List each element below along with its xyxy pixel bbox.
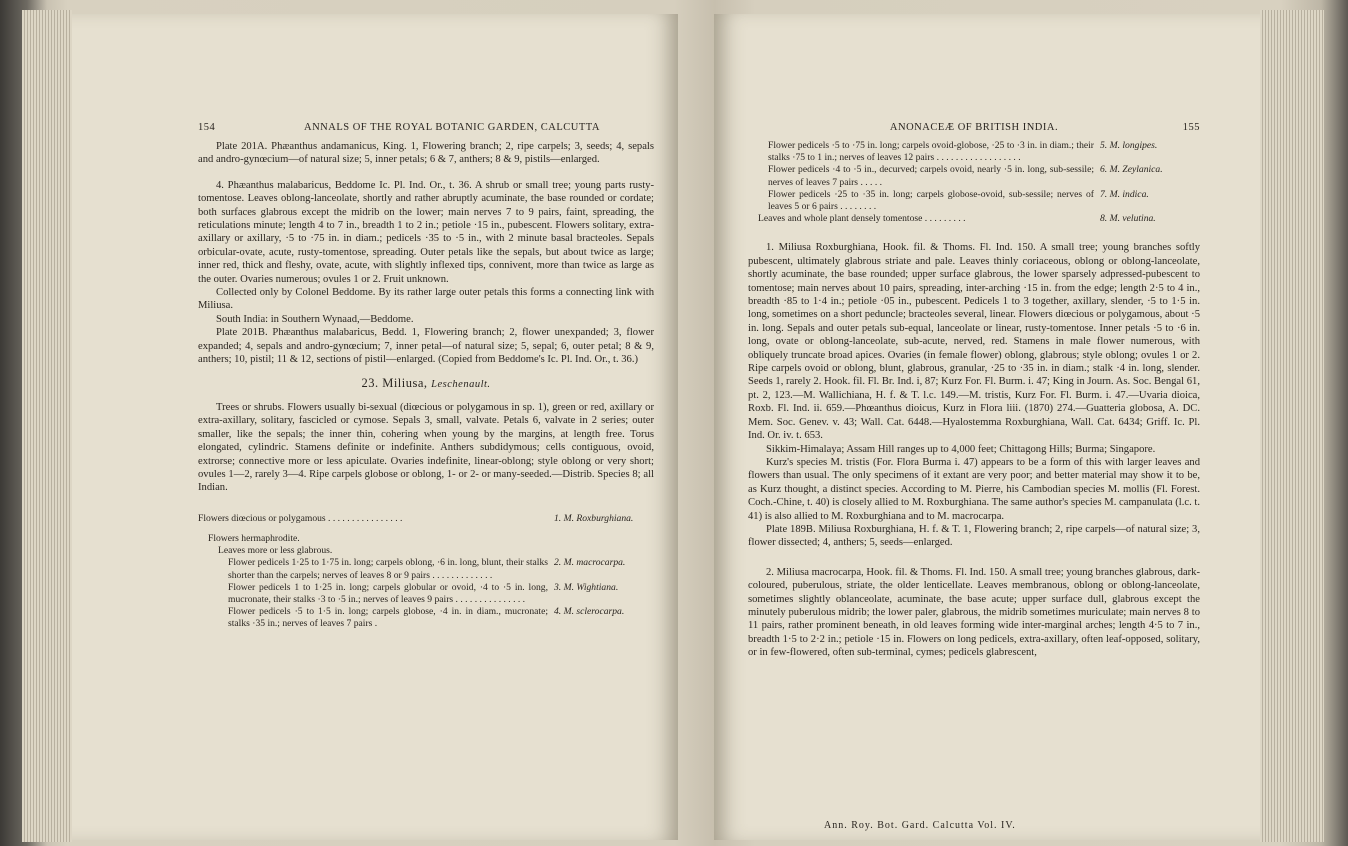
section-author: Leschenault.	[431, 378, 491, 390]
miliusa-roxburghiana-description: 1. Miliusa Roxburghiana, Hook. fil. & Thoms. Fl. Ind. 150. A small tree; young branches softly pubescent, ultimately glabrous striate and pale. Leaves thinly coriaceous, oblong or oblong-lanceolate, shortly acuminate, the base rounded; upper surface glabrous, the lower sparsely adpressed-pubescent to tomentose; main nerves about 10 pairs, spreading, inter-arching ·15 in. from the edge; length 2·5 to 4 in., breadth ·85 to 1·4 in.; petiole ·05 in., pubescent. Pedicels 1 to 3 together, axillary, slender, ·5 to 1·5 in. long, sometimes on a short peduncle; bracteoles several, linear. Flowers diœcious or polygamous, about ·5 in. long. Sepals and outer petals sub-equal, lanceolate or linear, rusty-tomentose. Inner petals ·5 to ·6 in. long, ovate or oblong-lanceolate, sub-acute, nerved, red. Stamens in male flower numerous, with obliquely truncate broad apices. Ovaries (in female flower) oblong, glabrous; style oblong; ovules 1 or 2. Ripe carpels ovoid or oblong, blunt, glabrous, granular, ·25 to ·35 in. in diam.; stalk ·4 in. long, slender. Seeds 1, rarely 2. Hook. fil. Fl. Br. Ind. i, 87; Kurz For. Fl. Burm. i. 47; King in Journ. As. Soc. Bengal 61, pt. 2, 123.—M. Wallichiana, H. f. & T. l.c. 149.—M. tristis, Kurz For. Fl. Burm. i. 47.—Uvaria dioica, Roxb. Fl. Ind. ii. 659.—Phœanthus dioicus, Kurz in Flora liii. (1870) 274.—Guatteria globosa, A. DC. Mem. Soc. Genev. v. 43; Wall. Cat. 6448.—Hyalostemma Roxburghiana, Wall. Cat. 6434; Griff. Ic. Pl. Ind. Or. iv. t. 653.	[748, 242, 1200, 442]
section-heading	[198, 377, 654, 391]
distribution-note: South India: in Southern Wynaad,—Beddome.	[216, 313, 414, 325]
key-row: Flowers diœcious or polygamous . . . . . . . . . . . . . . . . 1. M. Roxburghiana.	[198, 512, 634, 524]
left-page-number: 154	[198, 122, 216, 133]
key-row: Leaves and whole plant densely tomentose . . . . . . . . . 8. M. velutina.	[758, 213, 1156, 225]
key-row: Leaves more or less glabrous.	[218, 545, 333, 557]
kurz-species-note: Kurz's species M. tristis (For. Flora Burma i. 47) appears to be a form of this with larger leaves and flowers than usual. The only specimens of it extant are very poor; and better material may show it to be, as Kurz thought, a distinct species. According to M. Pierre, his Cambodian species M. mollis (Fl. Forest. Coch.-Chine, t. 40) is closely allied to M. Roxburghiana. The same author's species M. campanulata (l.c. t. 41) is also allied to M. Roxburghiana and to M. macrocarpa.	[748, 456, 1200, 522]
key-row: Flower pedicels ·5 to 1·5 in. long; carpels globose, ·4 in. in diam., mucronate; stalks ·35 in.; nerves of leaves 7 pairs . 4. M. sclerocarpa.	[228, 606, 625, 630]
distribution-note: Sikkim-Himalaya; Assam Hill ranges up to 4,000 feet; Chittagong Hills; Burma; Singapore.	[766, 443, 1156, 455]
key-row: Flower pedicels ·5 to ·75 in. long; carpels ovoid-globose, ·25 to ·3 in. in diam.; their stalks ·75 to 1 in.; nerves of leaves 12 pairs . . . . . . . . . . . . . . . . . . 5. M. longipes.	[768, 140, 1158, 164]
collection-note: Collected only by Colonel Beddome. By its rather large outer petals this forms a connecting link with Miliusa.	[198, 287, 654, 312]
key-row: Flowers hermaphrodite.	[208, 532, 300, 544]
right-page-edges	[1260, 10, 1324, 842]
right-running-head: ANONACEÆ OF BRITISH INDIA.	[889, 122, 1059, 133]
left-page	[72, 14, 678, 840]
right-page-number: 155	[1182, 122, 1200, 133]
key-row: Flower pedicels ·4 to ·5 in., decurved; carpels ovoid, nearly ·5 in. long, sub-sessile; nerves of leaves 7 pairs . . . . . 6. M. Zeylanica.	[768, 164, 1163, 188]
species-key-left	[198, 513, 654, 631]
left-page-edges	[22, 10, 72, 842]
right-body	[748, 140, 1200, 660]
species-key-right	[748, 140, 1200, 225]
miliusa-macrocarpa-description: 2. Miliusa macrocarpa, Hook. fil. & Thoms. Fl. Ind. 150. A small tree; young branches glabrous, dark-coloured, puberulous, striate, the older lenticellate. Leaves membranous, oblong or oblong-lanceolate, sometimes slightly oblanceolate, acuminate, the base acute; upper surface dull, glabrous except the minutely puberulous midrib; the lower paler, glabrous, the midrib sometimes muriculate; main nerves 8 to 11 pairs, rather prominent beneath, in old leaves forming wide inter-marginal arches; length 4·5 to 7 in., breadth 1·5 to 2·2 in.; petiole ·15 in. Flowers on long pedicels, extra-axillary, often leaf-opposed, solitary, or in few-flowered, often sub-terminal, cymes; pedicels glabrescent,	[748, 566, 1200, 659]
phaeanthus-malabaricus-description: 4. Phæanthus malabaricus, Beddome Ic. Pl. Ind. Or., t. 36. A shrub or small tree; young parts rusty-tomentose. Leaves oblong-lanceolate, shortly and rather abruptly acuminate, the base rounded or cordate; both surfaces glabrous except the midrib on the lower; main nerves 7 to 9 pairs, faint, spreading, the reticulations minute; length 4 to 7 in., breadth 1 to 2 in.; petiole ·15 in., pubescent. Flowers solitary, extra-axillary or axillary, ·5 to ·75 in. in diam.; pedicels ·35 to ·5 in., with 2 minute basal bracteoles. Sepals orbicular-ovate, acute, rusty-tomentose, spreading. Outer petals like the sepals, but about twice as large; inner red, thick and fleshy, ovate, acute, with slightly inflexed tips, connivent, more than twice as large as the outer. Ovaries numerous; ovules 1 or 2. Fruit unknown.	[198, 179, 654, 285]
left-body	[198, 140, 654, 631]
plate-189b-caption: Plate 189B. Miliusa Roxburghiana, H. f. & T. 1, Flowering branch; 2, ripe carpels—of natural size; 3, flower dissected; 4, anthers; 5, seeds—enlarged.	[748, 523, 1200, 549]
left-running-head: ANNALS OF THE ROYAL BOTANIC GARDEN, CALCUTTA	[304, 122, 600, 133]
plate-201a-caption: Plate 201A. Phæanthus andamanicus, King. 1, Flowering branch; 2, ripe carpels; 3, seeds; 4, sepals and andro-gynœcium—of natural size; 5, inner petals; 6 & 7, anthers; 8 & 9, pistils—enlarged.	[198, 141, 654, 166]
right-page	[714, 14, 1260, 840]
key-row: Flower pedicels 1·25 to 1·75 in. long; carpels oblong, ·6 in. long, blunt, their stalks shorter than the carpels; nerves of leaves 8 or 9 pairs . . . . . . . . . . . . . 2. M. macrocarpa.	[228, 557, 626, 581]
plate-201b-caption: Plate 201B. Phæanthus malabaricus, Bedd. 1, Flowering branch; 2, flower unexpanded; 3, flower expanded; 4, sepals and andro-gynœcium; 7, inner petal—of natural size; 5, sepal; 6, outer petal; 8 & 9, anthers; 10, pistil; 11 & 12, sections of pistil—enlarged. (Copied from Beddome's Ic. Pl. Ind. Or., t. 36.)	[198, 327, 654, 366]
page-footer: Ann. Roy. Bot. Gard. Calcutta Vol. IV.	[824, 820, 1016, 831]
section-title: 23. Miliusa,	[361, 375, 428, 390]
key-row: Flower pedicels 1 to 1·25 in. long; carpels globular or ovoid, ·4 to ·5 in. long, mucronate, their stalks ·3 to ·5 in.; nerves of leaves 9 pairs . . . . . . . . . . . . . . . 3. M. Wightiana.	[228, 581, 619, 605]
key-row: Flower pedicels ·25 to ·35 in. long; carpels globose-ovoid, sub-sessile; nerves of leaves 5 or 6 pairs . . . . . . . . 7. M. indica.	[768, 188, 1149, 213]
genus-description: Trees or shrubs. Flowers usually bi-sexual (diœcious or polygamous in sp. 1), green or red, axillary or extra-axillary, solitary, fascicled or cymose. Sepals 3, small, valvate. Petals 6, valvate in 2 series; outer smaller, like the sepals; the inner thin, cohering when young by the margins, at length free. Torus elongated, cylindric. Stamens definite or indefinite. Anthers subdidymous; cells contiguous, ovoid, extrorse; connective more or less apiculate. Ovaries indefinite, linear-oblong; style oblong or very short; ovules 1—2, rarely 3—4. Ripe carpels globose or oblong, 1- or 2- or many-seeded.—Distrib. Species 8; all Indian.	[198, 401, 654, 494]
